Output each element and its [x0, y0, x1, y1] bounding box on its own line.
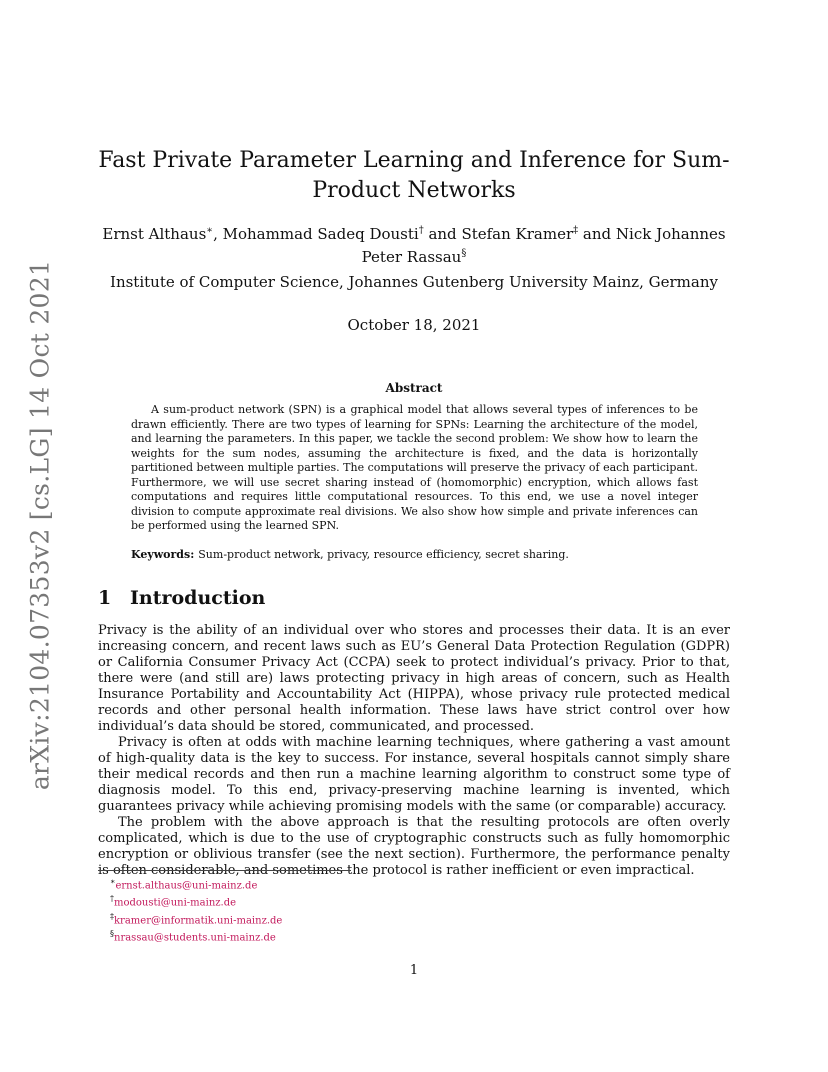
keywords: [131, 548, 698, 561]
author-mark: §: [461, 248, 467, 259]
author-name: Ernst Althaus: [102, 225, 207, 243]
author-name: Stefan Kramer: [461, 225, 574, 243]
section-title: Introduction: [130, 587, 266, 609]
arxiv-sidebar: [20, 259, 60, 791]
arxiv-identifier: arXiv:2104.07353v2 [cs.LG] 14 Oct 2021: [25, 259, 55, 791]
footnotes: [110, 875, 282, 944]
abstract-heading: Abstract: [385, 381, 443, 395]
section-number: 1: [98, 587, 112, 609]
paragraph: The problem with the above approach is that the resulting protocols are often overly complicated, which is due to the use of cryptographic constructs such as fully homomorphic encryption or oblivious transfer (see the next section). Furthermore, the performance penalty is often considerable, and sometimes the protocol is rather inefficient or even impractical.: [98, 815, 730, 878]
author-separator: and: [423, 225, 462, 243]
email-link[interactable]: ernst.althaus@uni-mainz.de: [115, 880, 258, 892]
author-separator: ,: [213, 225, 223, 243]
footnote-mark: ∗: [110, 877, 116, 886]
email-link[interactable]: modousti@uni-mainz.de: [114, 897, 237, 909]
affiliation: Institute of Computer Science, Johannes Gutenberg University Mainz, Germany: [110, 273, 718, 291]
footnote-mark: †: [110, 894, 114, 904]
author-mark: ∗: [206, 225, 214, 236]
section-body: [98, 623, 730, 879]
paragraph: Privacy is often at odds with machine learning techniques, where gathering a vast amount of high-quality data is the key to success. For instance, several hospitals cannot simply share their medical records and then run a machine learning algorithm to construct some type of diagnosis model. To this end, privacy-preserving machine learning is invented, which guarantees privacy while achieving promising models with the same (or comparable) accuracy.: [98, 735, 730, 814]
email-link[interactable]: kramer@informatik.uni-mainz.de: [114, 914, 283, 926]
author-mark: †: [418, 225, 424, 236]
paper-title: Fast Private Parameter Learning and Inference for Sum-Product Networks: [98, 148, 730, 203]
author-mark: ‡: [573, 225, 579, 236]
author-name: Mohammad Sadeq Dousti: [222, 225, 419, 243]
author-separator: and: [578, 225, 616, 243]
paper-date: October 18, 2021: [347, 316, 481, 334]
footnote-mark: §: [110, 928, 114, 938]
footnote: [110, 910, 282, 927]
author-list: [98, 221, 730, 267]
keywords-label: Keywords:: [131, 548, 195, 561]
email-link[interactable]: nrassau@students.uni-mainz.de: [114, 932, 276, 944]
section-heading: [98, 587, 265, 609]
footnote: [110, 927, 282, 944]
paragraph: Privacy is the ability of an individual over who stores and processes their data. It is an ever increasing concern, and recent laws such as EU’s General Data Protection Regulation (GDPR) or California Consumer Privacy Act (CCPA) seek to protect individual’s privacy. Prior to that, there were (and still are) laws protecting privacy in high areas of concern, such as Health Insurance Portability and Accountability Act (HIPPA), whose privacy rule protected medical records and other personal health information. These laws have strict control over how individual’s data should be stored, communicated, and processed.: [98, 623, 730, 734]
page-number: 1: [409, 963, 419, 978]
footnote-rule: [98, 870, 351, 871]
keywords-text: Sum-product network, privacy, resource efficiency, secret sharing.: [198, 548, 569, 561]
abstract-text: A sum-product network (SPN) is a graphical model that allows several types of inferences to be drawn efficiently. There are two types of learning for SPNs: Learning the architecture of the model, and learning the parameters. In this paper, we tackle the second problem: We show how to learn the weights for the sum nodes, assuming the architecture is fixed, and the data is horizontally partitioned between multiple parties. The computations will preserve the privacy of each participant. Furthermore, we will use secret sharing instead of (homomorphic) encryption, which allows fast computations and requires little computational resources. To this end, we use a novel integer division to compute approximate real divisions. We also show how simple and private inferences can be performed using the learned SPN.: [131, 403, 698, 532]
footnote: [110, 875, 282, 892]
footnote-mark: ‡: [110, 911, 114, 921]
author-name: Nick Johannes Peter Rassau: [361, 225, 726, 266]
footnote: [110, 892, 282, 909]
